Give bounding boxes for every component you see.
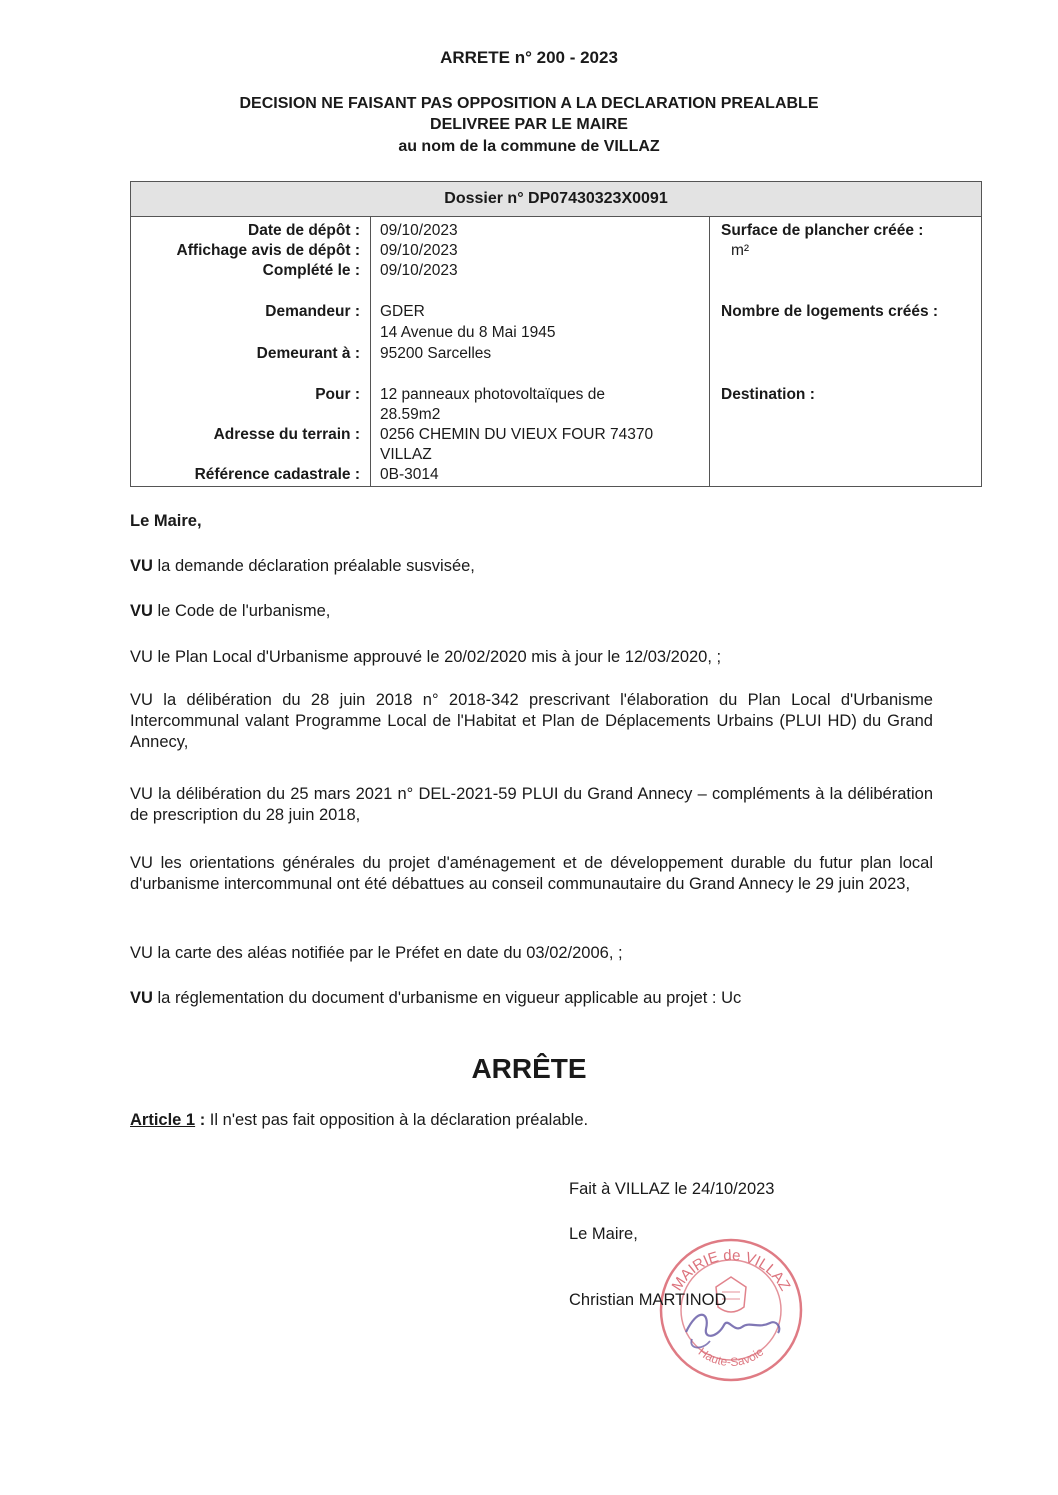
stamp-bottom-text: Haute-Savoie — [695, 1344, 767, 1370]
value-date-depot: 09/10/2023 — [380, 222, 458, 239]
dossier-table — [130, 181, 982, 487]
label-demandeur: Demandeur : — [265, 303, 360, 320]
vu-keyword: VU — [130, 602, 153, 620]
vu-paragraph — [130, 690, 933, 753]
article-1 — [130, 1110, 588, 1131]
label-nombre-logements: Nombre de logements créés : — [721, 303, 939, 320]
label-surface-plancher: Surface de plancher créée : — [721, 222, 924, 239]
value-affichage: 09/10/2023 — [380, 242, 458, 259]
vu-text: la délibération du 25 mars 2021 n° DEL-2021-59 PLUI du Grand Annecy – compléments à la délibération de prescription du 28 juin 2018, — [130, 785, 933, 824]
value-adresse-demandeur: 14 Avenue du 8 Mai 1945 — [380, 324, 556, 341]
vu-keyword: VU — [130, 648, 153, 666]
vu-keyword: VU — [130, 785, 153, 803]
label-cadastre: Référence cadastrale : — [194, 466, 360, 483]
label-adresse-terrain: Adresse du terrain : — [213, 426, 360, 443]
vu-text: le Plan Local d'Urbanisme approuvé le 20/02/2020 mis à jour le 12/03/2020, ; — [157, 648, 722, 666]
vu-paragraph — [130, 784, 933, 826]
mayor-name: Christian MARTINOD — [569, 1291, 727, 1309]
signature-place-date: Fait à VILLAZ le 24/10/2023 — [569, 1180, 775, 1198]
dossier-number: Dossier n° DP07430323X0091 — [131, 182, 981, 217]
vu-keyword: VU — [130, 691, 153, 709]
vu-paragraph — [130, 943, 933, 964]
value-demandeur: GDER — [380, 303, 425, 320]
arrete-number: ARRETE n° 200 - 2023 — [440, 48, 618, 67]
value-adresse-terrain: 0256 CHEMIN DU VIEUX FOUR 74370 — [380, 426, 654, 443]
value-demeurant: 95200 Sarcelles — [380, 345, 492, 362]
vu-keyword: VU — [130, 854, 153, 872]
label-affichage: Affichage avis de dépôt : — [176, 242, 360, 259]
vu-paragraph — [130, 556, 933, 577]
vu-text: le Code de l'urbanisme, — [157, 602, 331, 620]
decision-title-line3: au nom de la commune de VILLAZ — [398, 138, 660, 155]
vu-keyword: VU — [130, 989, 153, 1007]
stamp-text: MAIRIE de VILLAZ — [668, 1246, 794, 1294]
vu-paragraph — [130, 647, 933, 668]
value-adresse-terrain-cont: VILLAZ — [380, 446, 432, 463]
vu-keyword: VU — [130, 557, 153, 575]
value-complete: 09/10/2023 — [380, 262, 458, 279]
label-complete: Complété le : — [262, 262, 360, 279]
arrete-heading: ARRÊTE — [471, 1053, 587, 1084]
table-divider-left — [370, 216, 371, 486]
vu-text: la délibération du 28 juin 2018 n° 2018-342 prescrivant l'élaboration du Plan Local d'Urbanisme Intercommunal valant Programme Local de l'Habitat et Plan de Déplacements Urbains (PLUI HD) du Grand Annecy, — [130, 691, 933, 751]
article-1-text: Il n'est pas fait opposition à la déclaration préalable. — [205, 1111, 589, 1129]
vu-paragraph — [130, 853, 933, 895]
signature-role: Le Maire, — [569, 1225, 638, 1243]
label-date-depot: Date de dépôt : — [248, 222, 360, 239]
surface-unit: m² — [731, 242, 750, 259]
label-destination: Destination : — [721, 386, 815, 403]
article-1-colon: : — [195, 1111, 206, 1129]
label-pour: Pour : — [315, 386, 360, 403]
article-1-label: Article 1 — [130, 1111, 196, 1129]
vu-text: la demande déclaration préalable susvisée, — [157, 557, 475, 575]
value-pour-cont: 28.59m2 — [380, 406, 441, 423]
value-cadastre: 0B-3014 — [380, 466, 439, 483]
vu-paragraph — [130, 988, 933, 1009]
decision-title-line1: DECISION NE FAISANT PAS OPPOSITION A LA DECLARATION PREALABLE — [239, 95, 819, 112]
svg-text:Haute-Savoie — [696, 1344, 767, 1369]
vu-text: la réglementation du document d'urbanisme en vigueur applicable au projet : Uc — [157, 989, 742, 1007]
vu-keyword: VU — [130, 944, 153, 962]
vu-text: les orientations générales du projet d'aménagement et de développement durable du futur plan local d'urbanisme intercommunal ont été débattues au conseil communautaire du Grand Annecy le 29 juin 2023, — [130, 854, 933, 893]
decision-title-line2: DELIVREE PAR LE MAIRE — [430, 116, 628, 133]
vu-text: la carte des aléas notifiée par le Préfet en date du 03/02/2006, ; — [157, 944, 623, 962]
vu-paragraph — [130, 601, 933, 622]
le-maire-intro: Le Maire, — [130, 512, 202, 530]
label-demeurant: Demeurant à : — [256, 345, 360, 362]
value-pour: 12 panneaux photovoltaïques de — [380, 386, 605, 403]
